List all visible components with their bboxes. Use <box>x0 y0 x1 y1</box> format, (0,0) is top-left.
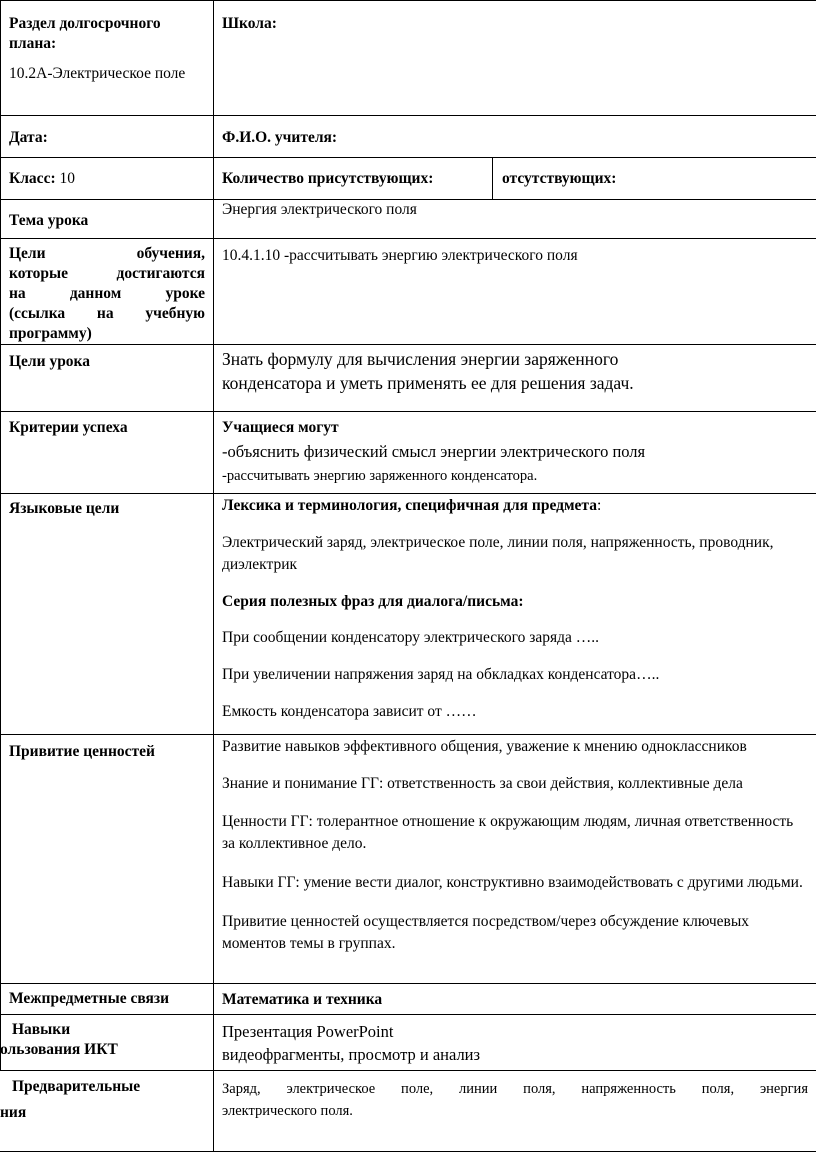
learning-objectives-label-line: которые достигаются <box>9 265 205 282</box>
row-divider <box>0 238 816 239</box>
phrase-item: При увеличении напряжения заряд на обкладках конденсатора….. <box>222 666 660 683</box>
teacher-label: Ф.И.О. учителя: <box>222 129 338 146</box>
learning-objectives-label-line: программу) <box>9 325 92 342</box>
topic-label: Тема урока <box>9 212 89 229</box>
learning-objectives-label-line: на данном уроке <box>9 285 205 302</box>
date-label: Дата: <box>9 129 48 146</box>
row-divider <box>0 344 816 345</box>
ict-skills-line: видеофрагменты, просмотр и анализ <box>222 1045 481 1064</box>
row-divider <box>0 411 816 412</box>
success-criteria-cell <box>222 418 807 486</box>
section-label: Раздел долгосрочного плана: <box>9 15 161 52</box>
values-cell <box>222 737 807 955</box>
lesson-goals-label: Цели урока <box>9 353 91 370</box>
success-criteria-label: Критерии успеха <box>9 419 128 436</box>
prior-knowledge-line: Заряд, электрическое поле, линии поля, напряженность поля, энергия <box>222 1081 808 1097</box>
learning-objectives-value: 10.4.1.10 -рассчитывать энергию электрического поля <box>222 247 578 264</box>
section-value: 10.2А-Электрическое поле <box>9 65 186 82</box>
row-divider <box>0 1014 816 1015</box>
values-paragraph: Привитие ценностей осуществляется посредством/через обсуждение ключевых моментов темы в группах. <box>222 913 750 952</box>
present-label: Количество присутствующих: <box>222 170 434 187</box>
learning-objectives-label <box>9 244 205 344</box>
table-border-left <box>0 0 1 1070</box>
prior-knowledge-label-line: ния <box>0 1104 27 1121</box>
row-divider <box>0 115 816 116</box>
learning-objectives-label-line: (ссылка на учебную <box>9 305 205 322</box>
success-criteria-title: Учащиеся могут <box>222 419 339 436</box>
prior-knowledge-label <box>0 1077 141 1123</box>
terms-text: Электрический заряд, электрическое поле, линии поля, напряженность, проводник, диэлектрик <box>222 534 774 573</box>
row-divider <box>0 1070 816 1071</box>
language-heading-colon: : <box>596 497 602 514</box>
cross-curricular-value: Математика и техника <box>222 991 383 1008</box>
row-divider <box>0 493 816 494</box>
ict-skills-label-line: Навыки <box>12 1021 71 1038</box>
learning-objectives-label-line: Цели обучения, <box>9 245 205 262</box>
table-border-bottom <box>0 1151 816 1152</box>
section-cell <box>9 14 205 84</box>
ict-skills-label-line: ользования ИКТ <box>0 1041 118 1058</box>
prior-knowledge-cell <box>222 1078 808 1122</box>
phrase-item: Емкость конденсатора зависит от …… <box>222 703 477 720</box>
language-heading: Лексика и терминология, специфичная для предмета <box>222 497 597 514</box>
prior-knowledge-label-line: Предварительные <box>12 1078 141 1095</box>
column-divider <box>492 157 493 199</box>
row-divider <box>0 157 816 158</box>
class-value: 10 <box>59 170 75 187</box>
values-label: Привитие ценностей <box>9 743 155 760</box>
success-criteria-line: -объяснить физический смысл энергии электрического поля <box>222 442 646 461</box>
row-divider <box>0 734 816 735</box>
school-label: Школа: <box>222 15 277 32</box>
column-divider <box>213 0 214 1152</box>
values-paragraph: Знание и понимание ГГ: ответственность за свои действия, коллективные дела <box>222 775 743 792</box>
success-criteria-line: -рассчитывать энергию заряженного конденсатора. <box>222 468 538 484</box>
language-goals-label: Языковые цели <box>9 500 120 517</box>
ict-skills-label <box>0 1020 118 1060</box>
values-paragraph: Навыки ГГ: умение вести диалог, конструктивно взаимодействовать с другими людьми. <box>222 874 803 891</box>
topic-value: Энергия электрического поля <box>222 201 417 218</box>
absent-label: отсутствующих: <box>502 170 617 187</box>
values-paragraph: Развитие навыков эффективного общения, уважение к мнению одноклассников <box>222 738 747 755</box>
phrases-heading: Серия полезных фраз для диалога/письма: <box>222 593 524 610</box>
values-paragraph: Ценности ГГ: толерантное отношение к окружающим людям, личная ответственность за коллективное дело. <box>222 813 794 852</box>
language-goals-cell <box>222 496 807 722</box>
ict-skills-cell <box>222 1020 480 1066</box>
class-cell <box>9 169 75 189</box>
ict-skills-line: Презентация PowerPoint <box>222 1022 394 1041</box>
table-border-top <box>0 0 816 1</box>
cross-curricular-label: Межпредметные связи <box>9 990 170 1007</box>
class-label: Класс: <box>9 170 56 187</box>
phrase-item: При сообщении конденсатору электрического заряда ….. <box>222 629 599 646</box>
row-divider <box>0 983 816 984</box>
prior-knowledge-line: электрического поля. <box>222 1103 353 1119</box>
lesson-goals-value: Знать формулу для вычисления энергии заряженного конденсатора и уметь применять ее для решения задач. <box>222 349 634 393</box>
